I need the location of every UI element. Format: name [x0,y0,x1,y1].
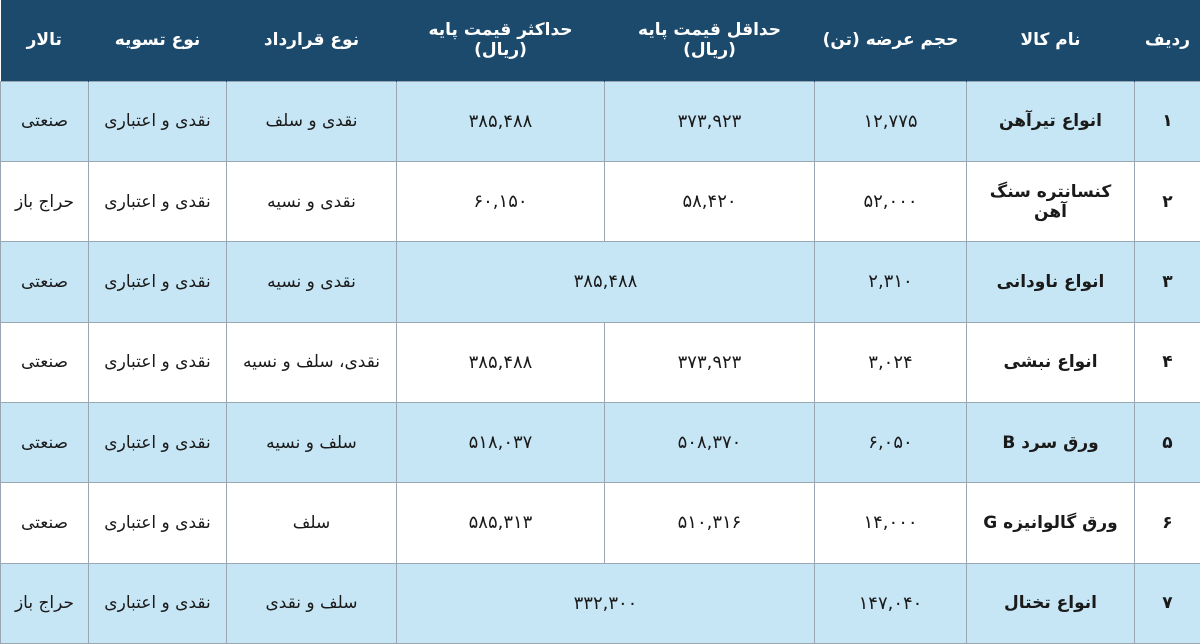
cell-row-number: ۲ [1135,161,1200,241]
cell-min-price: ۳۷۳,۹۲۳ [605,322,815,402]
table-row [1,242,1200,322]
cell-volume: ۵۲,۰۰۰ [815,161,967,241]
cell-hall: حراج باز [1,563,89,643]
cell-min-price: ۵۸,۴۲۰ [605,161,815,241]
cell-hall: صنعتی [1,322,89,402]
cell-row-number: ۴ [1135,322,1200,402]
cell-hall: صنعتی [1,483,89,563]
header-hall: تالار [1,0,89,81]
header-contract: نوع قرارداد [227,0,397,81]
table-row [1,322,1200,402]
cell-contract: نقدی و سلف [227,81,397,161]
cell-min-price: ۵۰۸,۳۷۰ [605,402,815,482]
table-row [1,161,1200,241]
cell-row-number: ۱ [1135,81,1200,161]
cell-row-number: ۳ [1135,242,1200,322]
cell-contract: نقدی، سلف و نسیه [227,322,397,402]
cell-settlement: نقدی و اعتباری [89,402,227,482]
cell-base-price-merged: ۳۳۲,۳۰۰ [397,563,815,643]
cell-volume: ۱۲,۷۷۵ [815,81,967,161]
header-volume: حجم عرضه (تن) [815,0,967,81]
cell-contract: سلف [227,483,397,563]
cell-contract: سلف و نقدی [227,563,397,643]
cell-volume: ۱۴,۰۰۰ [815,483,967,563]
cell-name: انواع تختال [967,563,1135,643]
table-row [1,483,1200,563]
cell-settlement: نقدی و اعتباری [89,81,227,161]
cell-contract: سلف و نسیه [227,402,397,482]
table-row [1,402,1200,482]
cell-name: کنسانتره سنگ آهن [967,161,1135,241]
cell-settlement: نقدی و اعتباری [89,563,227,643]
cell-max-price: ۳۸۵,۴۸۸ [397,322,605,402]
cell-volume: ۲,۳۱۰ [815,242,967,322]
table-row [1,563,1200,643]
cell-volume: ۳,۰۲۴ [815,322,967,402]
header-row: ردیف [1135,0,1200,81]
table-header-row [1,0,1200,81]
cell-hall: صنعتی [1,81,89,161]
cell-volume: ۶,۰۵۰ [815,402,967,482]
header-settlement: نوع تسویه [89,0,227,81]
header-min-price: حداقل قیمت پایه (ریال) [605,0,815,81]
cell-row-number: ۵ [1135,402,1200,482]
cell-min-price: ۵۱۰,۳۱۶ [605,483,815,563]
cell-name: ورق گالوانیزه G [967,483,1135,563]
cell-name: ورق سرد B [967,402,1135,482]
cell-volume: ۱۴۷,۰۴۰ [815,563,967,643]
cell-hall: صنعتی [1,242,89,322]
header-max-price: حداکثر قیمت پایه (ریال) [397,0,605,81]
cell-max-price: ۵۸۵,۳۱۳ [397,483,605,563]
cell-settlement: نقدی و اعتباری [89,161,227,241]
cell-settlement: نقدی و اعتباری [89,483,227,563]
cell-settlement: نقدی و اعتباری [89,322,227,402]
header-name: نام کالا [967,0,1135,81]
cell-min-price: ۳۷۳,۹۲۳ [605,81,815,161]
cell-contract: نقدی و نسیه [227,161,397,241]
cell-name: انواع تیرآهن [967,81,1135,161]
cell-contract: نقدی و نسیه [227,242,397,322]
cell-max-price: ۳۸۵,۴۸۸ [397,81,605,161]
table-row [1,81,1200,161]
cell-base-price-merged: ۳۸۵,۴۸۸ [397,242,815,322]
cell-hall: صنعتی [1,402,89,482]
cell-max-price: ۶۰,۱۵۰ [397,161,605,241]
cell-hall: حراج باز [1,161,89,241]
cell-settlement: نقدی و اعتباری [89,242,227,322]
cell-row-number: ۶ [1135,483,1200,563]
cell-max-price: ۵۱۸,۰۳۷ [397,402,605,482]
cell-name: انواع ناودانی [967,242,1135,322]
cell-row-number: ۷ [1135,563,1200,643]
cell-name: انواع نبشی [967,322,1135,402]
